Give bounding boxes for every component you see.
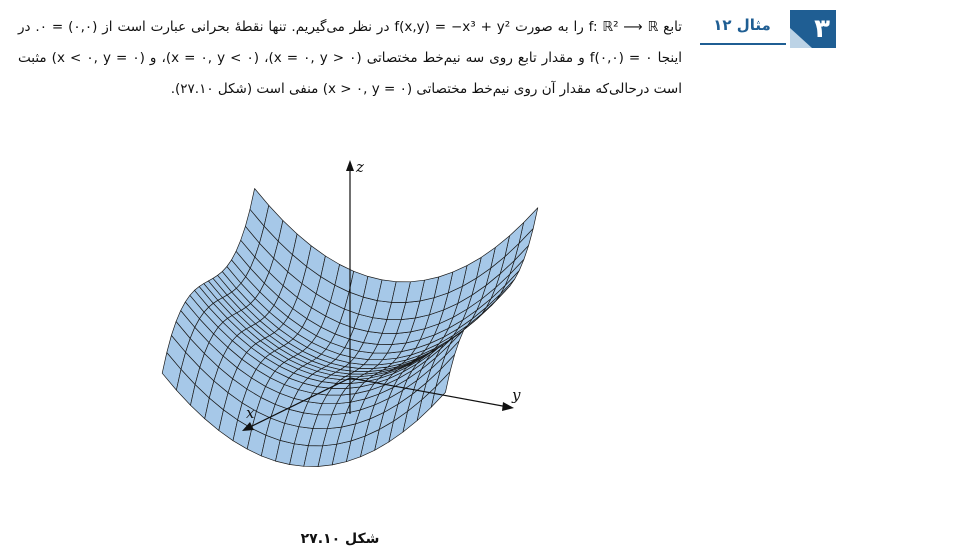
example-text (18, 12, 682, 105)
surface-plot (140, 152, 560, 532)
z-axis-arrowhead (346, 160, 354, 171)
example-paragraph: تابع f: ℝ² ⟶ ℝ را به صورت f(x,y) = −x³ + y² در نظر می‌گیریم. تنها نقطهٔ بحرانی عبارت است از (۰,۰) = ۰. در اینجا f(۰,۰) = ۰ و مقدار تابع روی سه نیم‌خط مختصاتی (x = ۰, y > ۰)، (x = ۰, y < ۰)، و (x < ۰, y = ۰) مثبت است درحالی‌که مقدار آن روی نیم‌خط مختصاتی (x > ۰, y = ۰) منفی است (شکل ۲۷.۱۰). (18, 19, 683, 97)
example-label: مثال ۱۲ (713, 16, 771, 34)
badge-corner-triangle (790, 28, 812, 48)
example-label-underline (700, 43, 786, 45)
section-number-badge (790, 10, 836, 48)
figure-caption: شکل ۲۷.۱۰ (300, 531, 380, 547)
x-axis-label: x (246, 404, 255, 422)
surface-figure (140, 152, 560, 532)
y-axis-label: y (512, 386, 521, 404)
z-axis-label: z (356, 158, 364, 176)
badge-number: ۳ (814, 14, 830, 44)
